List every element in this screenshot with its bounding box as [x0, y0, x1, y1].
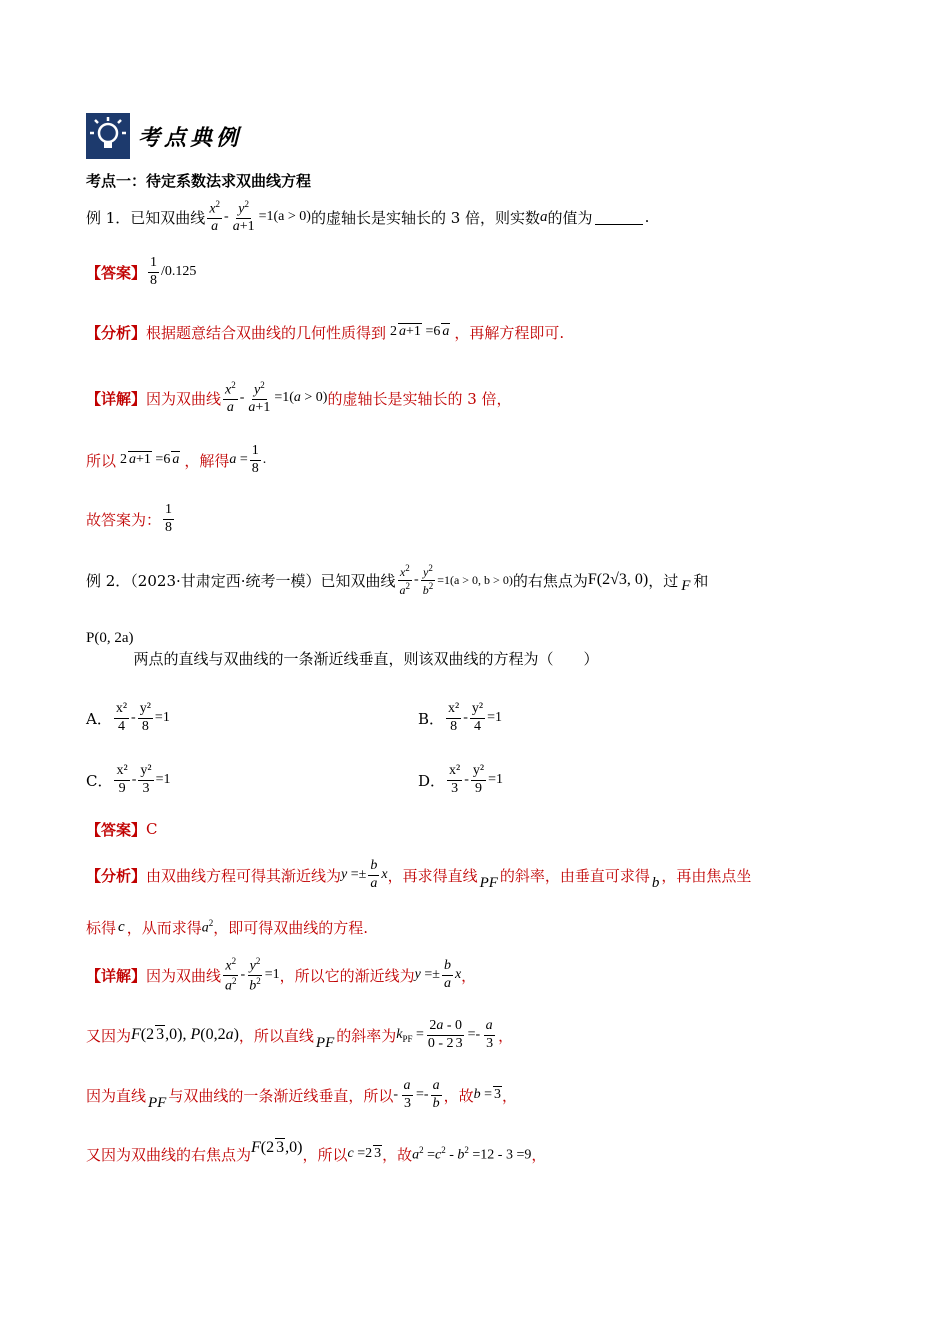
section-heading: 考点一：待定系数法求双曲线方程: [86, 172, 312, 190]
fraction: $\frac{\text{y²}}{9}$: [472, 763, 485, 796]
fraction: $\frac{x^2}{a}$: [225, 380, 236, 415]
example-2-line2: P(0, 2a) 两点的直线与双曲线的一条渐近线垂直，则该双曲线的方程为（ ）: [86, 630, 599, 668]
fraction: $\frac{\text{y²}}{4}$: [471, 701, 484, 734]
option-b[interactable]: B． $\frac{\text{x²}}{8}$ - $\frac{\text{y²}}{4}$ =1: [418, 701, 503, 734]
ex2-detail-final: 又因为双曲线的右焦点为 F(2 3,0) ，所以 c =2 3 ，故 $a^2 =c^2 - b^2 =12 - 3 =9$ ，: [86, 1139, 547, 1164]
fraction: $\frac{\text{x²}}{4}$: [115, 701, 128, 734]
ex2-detail-perp: 因为直线 PF 与双曲线的一条渐近线垂直，所以 - $\frac{a}{3}$ =- $\frac{a}{b}$ ，故 b = 3 ，: [86, 1078, 518, 1111]
ex2-answer: 【答案】 C: [86, 820, 158, 839]
ex2-detail: 【详解】 因为双曲线 $\frac{x^2}{a^2}$ - $\frac{y^2}{b^2}$ =1 ，所以它的渐近线为 y =± $\frac{b}{a}$ x ，: [86, 955, 477, 994]
lightbulb-icon: [86, 113, 130, 159]
fraction: $\frac{x^2}{a^2}$: [225, 955, 237, 994]
fraction: $\frac{y^2}{b^2}$: [249, 955, 261, 994]
example-2: 例 2．（2023·甘肃定西·统考一模）已知双曲线 $\frac{x^2}{a^2}$ - $\frac{y^2}{b^2}$ =1(a > 0, b > 0) 的右焦点为 F(2√3, 0) ，过 F 和: [86, 562, 709, 597]
fraction: $\frac{b}{a}$: [370, 858, 378, 891]
fraction: $\frac{x^2}{a}$: [209, 199, 221, 234]
fraction: $\frac{\text{x²}}{3}$: [449, 763, 461, 796]
ex2-analysis-cont: 标得 c ，从而求得 $a^2$ ，即可得双曲线的方程.: [86, 917, 368, 937]
section-header: [86, 112, 242, 160]
ex1-solve: 所以 2 a+1 =6 a ，解得 a = $\frac{1}{8}$ .: [86, 443, 267, 476]
ex2-analysis: 【分析】 由双曲线方程可得其渐近线为 y =± $\frac{b}{a}$ x ，再求得直线 PF 的斜率，由垂直可求得 b ，再由焦点坐: [86, 858, 752, 891]
fraction: $\frac{\text{y²}}{3}$: [140, 763, 152, 796]
fraction: $\frac{1}{8}$: [251, 443, 259, 476]
fraction: $\frac{x^2}{a^2}$: [399, 562, 411, 597]
ex1-answer: 【答案】 $\frac{1}{8}$ /0.125: [86, 255, 197, 288]
fraction: $\frac{1}{8}$: [165, 502, 173, 535]
fraction: $\frac{2a - 0}{0 - 2 3}$: [427, 1018, 463, 1051]
fraction: $\frac{b}{a}$: [443, 958, 451, 991]
option-c[interactable]: C． $\frac{\text{x²}}{9}$ - $\frac{\text{y²}}{3}$ =1: [86, 763, 171, 796]
fraction: $\frac{y^2}{a+1}$: [248, 380, 271, 415]
ex1-analysis: 【分析】 根据题意结合双曲线的几何性质得到 2 a+1 =6 a ，再解方程即可.: [86, 323, 565, 342]
fraction: $\frac{a}{3}$: [485, 1018, 494, 1051]
fraction: $\frac{1}{8}$: [150, 255, 158, 288]
fraction: $\frac{a}{3}$: [403, 1078, 412, 1111]
fraction: $\frac{\text{x²}}{9}$: [116, 763, 128, 796]
header-title: 考点典例: [138, 124, 243, 151]
fraction: $\frac{a}{b}$: [432, 1078, 440, 1111]
fraction: $\frac{\text{y²}}{8}$: [139, 701, 151, 734]
ex1-detail: 【详解】 因为双曲线 $\frac{x^2}{a}$ - $\frac{y^2}{a+1}$ =1(a > 0) 的虚轴长是实轴长的 3 倍，: [86, 380, 512, 415]
ex2-detail-slope: 又因为 F(2 3,0), P(0,2a) ，所以直线 PF 的斜率为 $k_{PF}$ = $\frac{2a - 0}{0 - 2 3}$ =- $\frac{a}{3}$ ，: [86, 1018, 514, 1051]
ex1-final: 故答案为： $\frac{1}{8}$: [86, 502, 173, 535]
answer-blank: [595, 210, 643, 225]
option-a[interactable]: A． $\frac{\text{x²}}{4}$ - $\frac{\text{y²}}{8}$ =1: [86, 701, 170, 734]
option-d[interactable]: D． $\frac{\text{x²}}{3}$ - $\frac{\text{y²}}{9}$ =1: [418, 763, 504, 796]
example-1: 例 1．已知双曲线 $\frac{x^2}{a}$ - $\frac{y^2}{a+1}$ =1(a > 0) 的虚轴长是实轴长的 3 倍，则实数 a 的值为 .: [86, 199, 650, 234]
fraction: $\frac{\text{x²}}{8}$: [448, 701, 460, 734]
fraction: $\frac{y^2}{b^2}$: [422, 562, 434, 597]
fraction: $\frac{y^2}{a+1}$: [232, 199, 255, 234]
